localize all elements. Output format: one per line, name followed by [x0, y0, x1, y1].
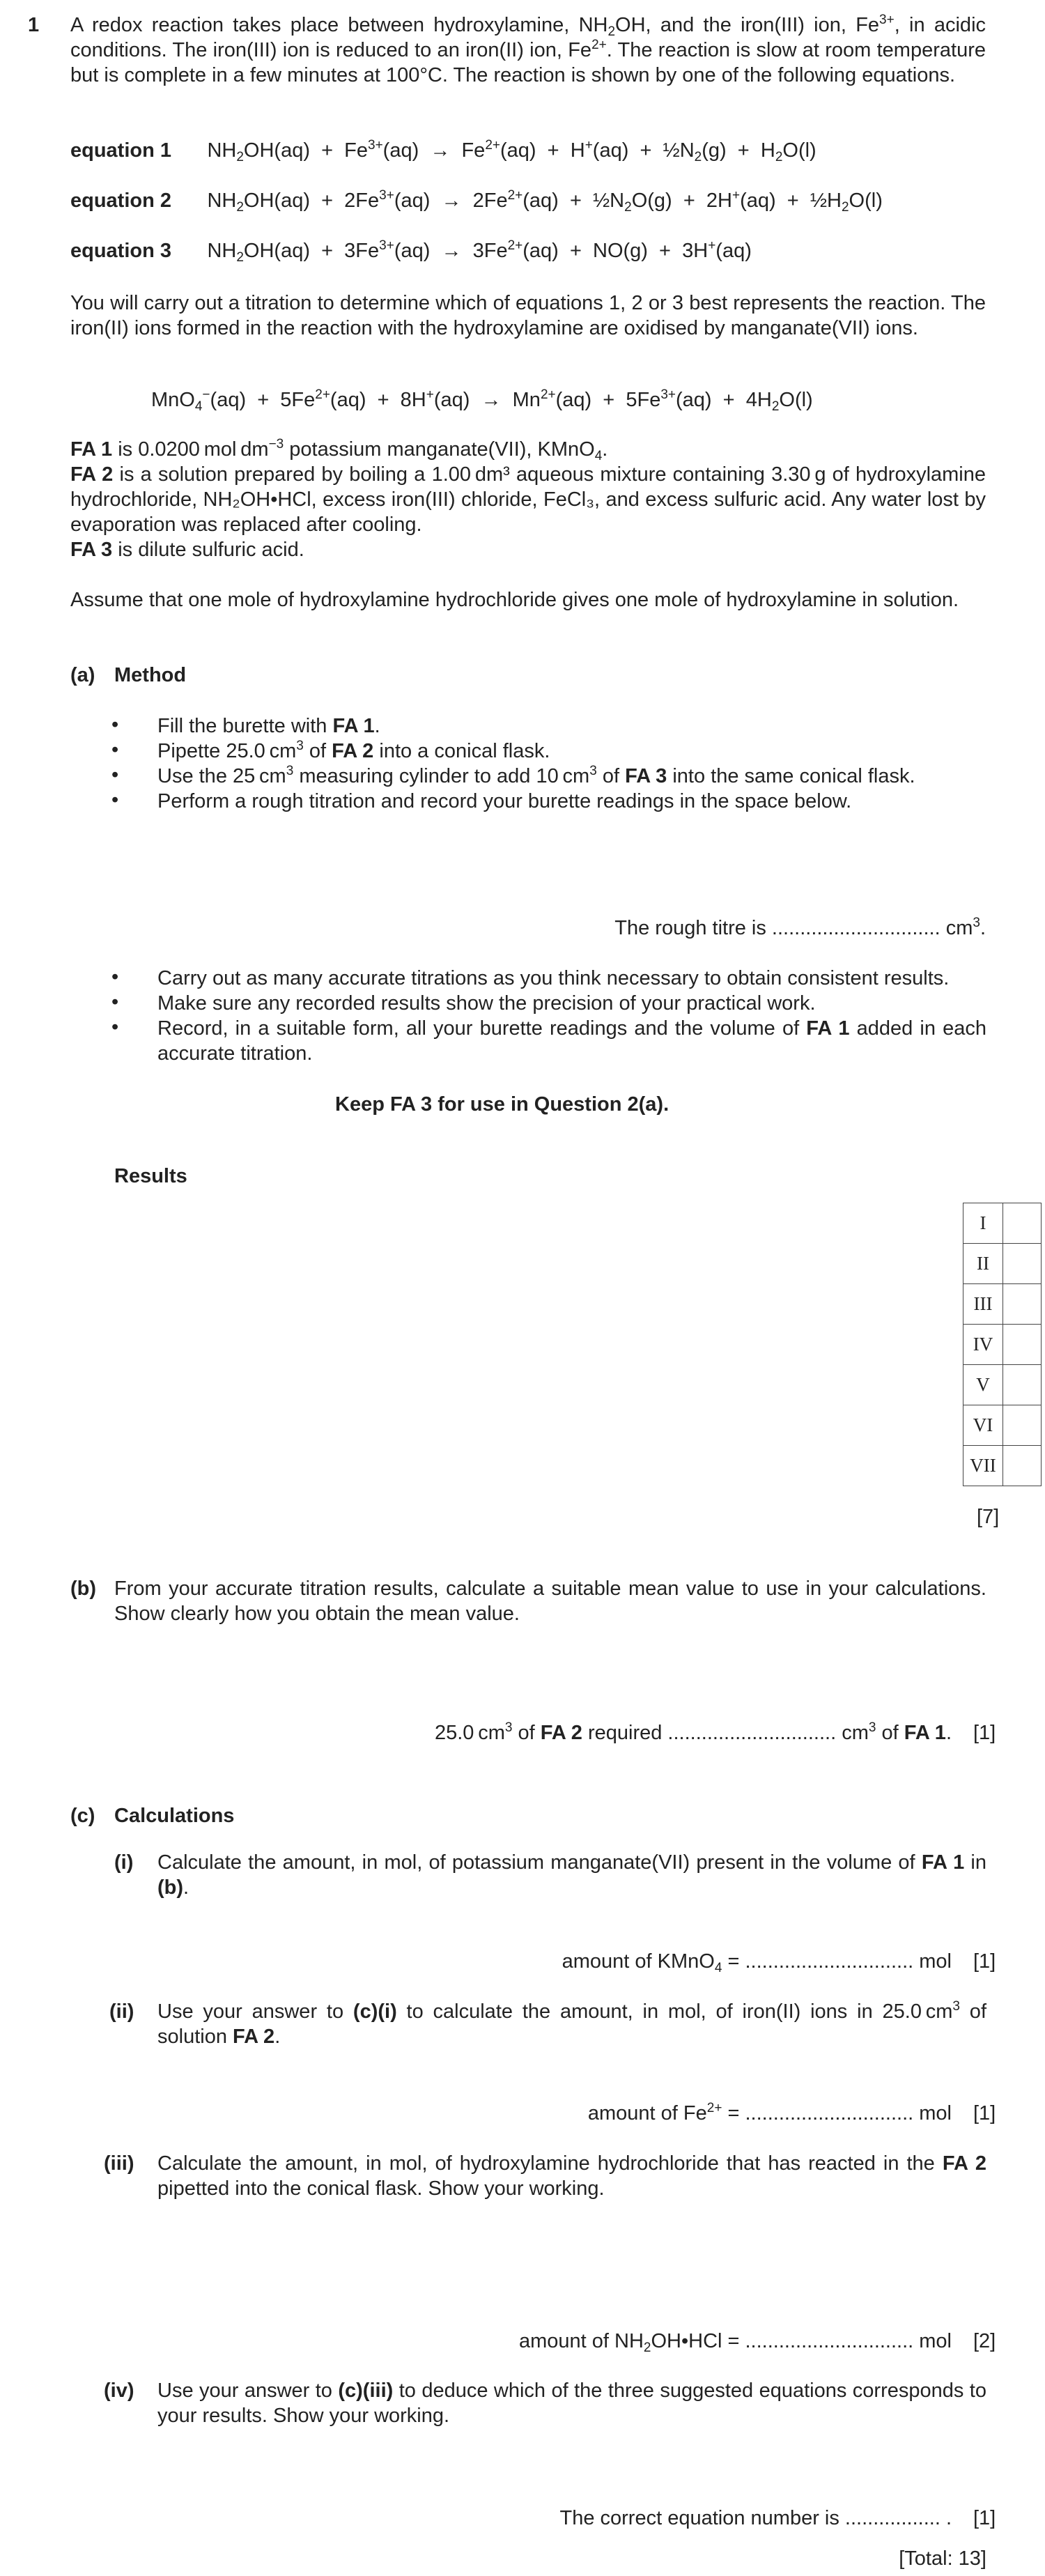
fa2-text: is a solution prepared by boiling a 1.00 dm³ aqueous mixture containing 3.30 g of hydroxylamine hydrochloride, NH₂OH•HCl, excess iron(III) chloride, FeCl₃, and excess sulfuric acid. Any water lost by evaporation was replaced after cooling. [70, 463, 986, 536]
method-step-7: Record, in a suitable form, all your burette readings and the volume of FA 1 added in each accurate titration. [157, 1017, 987, 1065]
mark-row [963, 1405, 1042, 1446]
mark-box [1003, 1244, 1042, 1284]
part-c-iii-label: (iii) [104, 2152, 134, 2175]
mark-box [1003, 1284, 1042, 1325]
part-c-iii-question: Calculate the amount, in mol, of hydroxylamine hydrochloride that has reacted in the FA 2 pipetted into the conical flask. Show your working. [157, 2152, 986, 2200]
equation-2-label: equation 2 [70, 190, 172, 212]
mark-row-label: I [963, 1203, 1003, 1244]
part-c-iv-label: (iv) [104, 2380, 134, 2402]
manganate-equation: $MnO_4^-(aq) + 5Fe^{2+}(aq) + 8H^+(aq) \to Mn^{2+}(aq) + 5Fe^{3+}(aq) + 4H_2O(l)$ [151, 387, 813, 414]
titration-intro: You will carry out a titration to determine which of equations 1, 2 or 3 best represents the reaction. The iron(II) ions formed in the reaction with the hydroxylamine are oxidised by manganate(VII) ions. [70, 292, 986, 339]
equation-3-row [70, 240, 752, 263]
fa3-description [70, 537, 986, 562]
method-step-2: Pipette 25.0 $cm^3$ of FA 2 into a conical flask. [157, 739, 550, 762]
mark-row-label: VI [963, 1405, 1003, 1446]
bullet-marker: • [111, 966, 119, 988]
mark-row-label: IV [963, 1325, 1003, 1365]
mark-row-label: III [963, 1284, 1003, 1325]
part-c-ii-answer: amount of $Fe^{2+}$ = .............................. mol [587, 2101, 952, 2124]
fa1-text-b: potassium manganate(VII), KMnO [284, 438, 595, 461]
fa1-label: FA 1 [70, 438, 113, 461]
part-c-i-question: Calculate the amount, in mol, of potassium manganate(VII) present in the volume of FA 1 in (b). [157, 1851, 987, 1899]
total-marks: [Total: 13] [899, 2547, 986, 2570]
intro-text-1: A redox reaction takes place between hydroxylamine, NH [70, 14, 608, 36]
equation-1-row [70, 139, 816, 162]
bullet-marker: • [111, 1016, 119, 1038]
intro-text-2: OH, and the iron(III) ion, Fe [615, 14, 880, 36]
assumption-text: Assume that one mole of hydroxylamine hydrochloride gives one mole of hydroxylamine in solution. [70, 589, 959, 611]
fa2-description [70, 462, 986, 537]
mark-row [963, 1325, 1042, 1365]
part-c-iv-answer: The correct equation number is ................. . [559, 2507, 952, 2529]
intro-text-4: . The reaction is slow at room temperature but is complete in a few minutes at 100°C. The reaction is shown by one of the following equations. [70, 39, 986, 86]
part-c-i-answer: amount of KMnO$_4$ = .............................. mol [562, 1950, 952, 1975]
fa1-text-a: is 0.0200 mol dm [112, 438, 269, 461]
method-step-3: Use the 25 $cm^3$ measuring cylinder to add 10 $cm^3$ of FA 3 into the same conical flask. [157, 764, 915, 787]
method-step-1: Fill the burette with FA 1. [157, 715, 380, 737]
bullet-marker: • [111, 991, 119, 1013]
fa3-text: is dilute sulfuric acid. [112, 539, 304, 561]
mark-row [963, 1446, 1042, 1486]
fa2-label: FA 2 [70, 463, 114, 486]
equation-1: $NH_2OH(aq) + Fe^{3+}(aq) \to Fe^{2+}(aq) + H^+(aq)$ + $\frac{1}{2}N_2(g) + H_2O(l)$ [207, 138, 816, 164]
part-a-title: Method [114, 664, 187, 686]
mark-box [1003, 1405, 1042, 1446]
part-b-answer-line: 25.0 $cm^3$ of FA 2 required .............................. $cm^3$ of FA 1. [434, 1720, 952, 1744]
equation-2-row [70, 190, 883, 213]
bullet-marker: • [111, 714, 119, 736]
bullet-marker: • [111, 764, 119, 786]
mark-row [963, 1365, 1042, 1405]
part-a-marks: [7] [977, 1506, 1000, 1528]
mark-box [1003, 1203, 1042, 1244]
fa1-description: FA 1 is 0.0200 mol $dm^{-3}$ potassium manganate(VII), KMnO$_4$. [70, 437, 608, 463]
mark-row-label: VII [963, 1446, 1003, 1486]
part-b-marks: [1] [973, 1722, 996, 1744]
part-b-question: From your accurate titration results, calculate a suitable mean value to use in your calculations. Show clearly how you obtain the mean value. [114, 1578, 986, 1625]
mark-row [963, 1203, 1042, 1244]
part-c-ii-question: Use your answer to (c)(i) to calculate the amount, in mol, of iron(II) ions in 25.0 $cm^3$ of solution FA 2. [157, 1999, 986, 2048]
mark-row [963, 1284, 1042, 1325]
part-c-iii-marks: [2] [973, 2330, 996, 2352]
part-c-ii-marks: [1] [973, 2102, 996, 2124]
part-a-label: (a) [70, 664, 95, 686]
part-c-i-label: (i) [114, 1851, 134, 1874]
intro-text-3: , in acidic conditions. The iron(III) ion is reduced to an iron(II) ion, Fe [70, 14, 986, 61]
part-c-i-marks: [1] [973, 1950, 996, 1973]
equation-3: $NH_2OH(aq) + 3Fe^{3+}(aq) \to 3Fe^{2+}(aq) + NO(g) + 3H^+(aq)$ [207, 238, 752, 265]
part-b-label: (b) [70, 1578, 97, 1600]
keep-fa3-note: Keep FA 3 for use in Question 2(a). [335, 1093, 669, 1116]
part-c-title: Calculations [114, 1805, 235, 1827]
equation-2: $NH_2OH(aq) + 2Fe^{3+}(aq) \to 2Fe^{2+}(aq)$ + $\frac{1}{2}N_2O(g) + 2H^+(aq)$ + $\frac{1}{2}H_2O(l)$ [207, 188, 883, 215]
mark-row [963, 1244, 1042, 1284]
results-heading: Results [114, 1165, 187, 1187]
bullet-marker: • [111, 739, 119, 761]
equation-1-label: equation 1 [70, 139, 172, 162]
mark-box [1003, 1446, 1042, 1486]
equation-3-label: equation 3 [70, 240, 172, 262]
part-c-iv-question: Use your answer to (c)(iii) to deduce which of the three suggested equations corresponds to your results. Show your working. [157, 2380, 986, 2427]
part-c-iii-answer: amount of $NH_2OH•HCl$ = .............................. mol [518, 2330, 952, 2355]
part-c-label: (c) [70, 1805, 95, 1827]
method-step-6: Make sure any recorded results show the precision of your practical work. [157, 992, 816, 1015]
mark-row-label: V [963, 1365, 1003, 1405]
fa3-label: FA 3 [70, 539, 113, 561]
mark-row-label: II [963, 1244, 1003, 1284]
question-number: 1 [28, 14, 40, 36]
method-step-4: Perform a rough titration and record your burette readings in the space below. [157, 790, 852, 812]
part-c-ii-label: (ii) [109, 2000, 134, 2023]
method-step-5: Carry out as many accurate titrations as you think necessary to obtain consistent results. [157, 967, 950, 989]
mark-box [1003, 1325, 1042, 1365]
rough-titre-answer: The rough titre is .............................. $cm^3$. [614, 916, 986, 939]
bullet-marker: • [111, 789, 119, 811]
part-c-iv-marks: [1] [973, 2507, 996, 2529]
intro-paragraph: A redox reaction takes place between hydroxylamine, $NH_2OH$, and the iron(III) ion, $Fe^{3+}$, in acidic conditions. The iron(III) ion is reduced to an iron(II) ion, $Fe^{2+}$. The reaction is slow at room temperature but is complete in a few minutes at 100°C. The reaction is shown by one of the following equations. [70, 13, 986, 86]
mark-scheme-table [963, 1203, 1042, 1486]
mark-box [1003, 1365, 1042, 1405]
